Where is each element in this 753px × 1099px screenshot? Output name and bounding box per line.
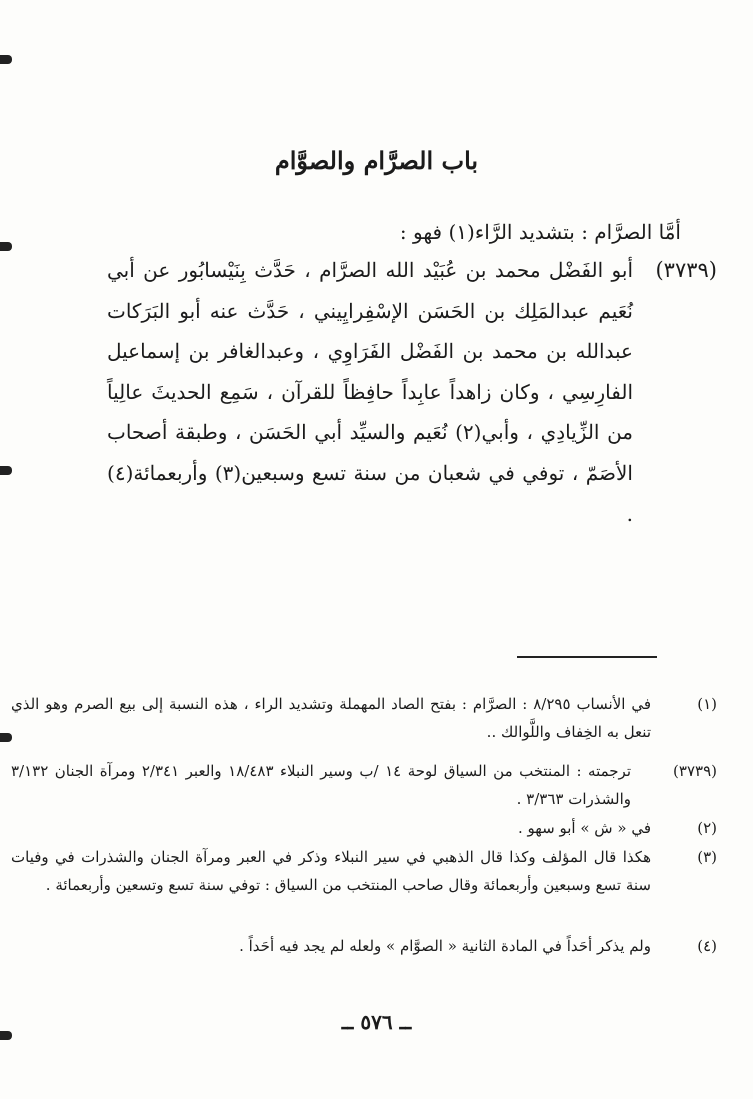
footnote-number: (٤) (697, 937, 717, 955)
binding-hole-mark (0, 466, 12, 475)
footnote-number: (٣٧٣٩) (673, 762, 717, 780)
page-title: باب الصرَّام والصوَّام (274, 146, 479, 175)
footnote-number: (١) (697, 695, 717, 713)
footnote-text: في الأنساب ٨/٢٩٥ : الصرَّام : بفتح الصاد المهملة وتشديد الراء ، هذه النسبة إلى بيع الصرم وهو الذي تنعل به الخِفاف واللَّوالك .. (11, 695, 651, 741)
binding-hole-mark (0, 242, 12, 251)
binding-hole-mark (0, 55, 12, 64)
footnote-number: (٢) (697, 819, 717, 837)
entry-number: (٣٧٣٩) (655, 258, 717, 282)
intro-line: أمَّا الصرَّام : بتشديد الرَّاء(١) فهو : (399, 220, 681, 244)
page-number: ــ ٥٧٦ ــ (341, 1010, 412, 1034)
footnote-text: هكذا قال المؤلف وكذا قال الذهبي في سير النبلاء وذكر في العبر ومرآة الجنان والشذرات في وفيات سنة تسع وسبعين وأربعمائة وقال صاحب المنتخب من السياق : توفي سنة تسع وتسعين وأربعمائة . (11, 848, 651, 894)
footnote-text: في « ش » أبو سهو . (517, 819, 651, 837)
footnote-text: ولم يذكر أحَداً في المادة الثانية « الصوَّام » ولعله لم يجد فيه أحَداً . (239, 937, 651, 955)
footnote-separator (517, 656, 657, 658)
entry-text: أبو الفَضْل محمد بن عُبَيْد الله الصرَّام ، حَدَّث بِنَيْسابُور عن أبي نُعَيم عبدالمَلِك بن الحَسَن الإسْفِرايِيني ، حَدَّث عنه أبو البَرَكات عبدالله بن محمد بن الفَضْل الفَرَاوِي ، وعبدالغافر بن إسماعيل الفارِسِي ، وكان زاهداً عابِداً حافِظاً للقرآن ، سَمِع الحديثَ عالِياً من الزِّيادِي ، وأبي(٢) نُعَيم والسيِّد أبي الحَسَن ، وطبقة أصحاب الأصَمّ ، توفي في شعبان من سنة تسع وسبعين(٣) وأربعمائة(٤) . (107, 258, 634, 526)
footnote-number: (٣) (697, 848, 717, 866)
footnote-text: ترجمته : المنتخب من السياق لوحة ١٤ /ب وسير النبلاء ١٨/٤٨٣ والعبر ٢/٣٤١ ومرآة الجنان ٣/١٣٢ والشذرات ٣/٣٦٣ . (11, 762, 631, 808)
